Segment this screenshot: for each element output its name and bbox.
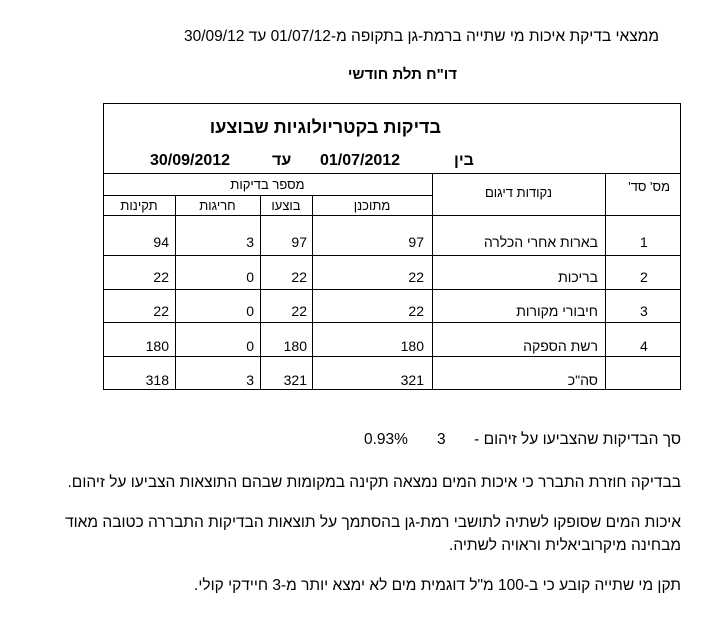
header-deviations: חריגות	[199, 198, 236, 213]
cell-valid: 22	[153, 303, 169, 319]
summary-label: סך הבדיקות שהצביעו על זיהום -	[474, 431, 681, 448]
cell-valid: 180	[145, 338, 169, 354]
cell-deviations: 3	[246, 234, 254, 250]
cell-deviations: 0	[246, 338, 254, 354]
cell-done: 180	[283, 338, 307, 354]
cell-serial: 1	[640, 234, 648, 250]
cell-valid: 22	[153, 269, 169, 285]
header-serial: מס' סד'	[628, 179, 670, 194]
header-planned: מתוכנן	[353, 198, 391, 213]
report-period-line: ממצאי בדיקת איכות מי שתייה ברמת-גן בתקופה מ-01/07/12 עד 30/09/12	[183, 28, 659, 45]
from-date: 01/07/2012	[320, 152, 401, 169]
paragraph-quality-line1: איכות המים שסופקו לשתיה לתושבי רמת-גן בהסתמך על תוצאות הבדיקות התבררה כטובה מאוד	[65, 514, 681, 531]
cell-valid: 94	[153, 234, 169, 250]
header-sampling-points: נקודות דיגום	[484, 185, 553, 200]
cell-total-done: 321	[283, 372, 307, 388]
cell-done: 97	[291, 234, 307, 250]
cell-sampling-point: בריכות	[558, 269, 598, 285]
until-label: עד	[272, 152, 292, 169]
cell-done: 22	[291, 269, 307, 285]
report-type-title: דו"ח תלת חודשי	[347, 66, 457, 83]
header-num-tests: מספר בדיקות	[230, 177, 305, 192]
header-valid: תקינות	[120, 198, 158, 213]
summary-count: 3	[437, 431, 446, 448]
cell-serial: 3	[640, 303, 648, 319]
cell-total-deviations: 3	[246, 372, 254, 388]
paragraph-retest: בבדיקה חוזרת התברר כי איכות המים נמצאה תקינה במקומות שבהם התוצאות הצביעו על זיהום.	[67, 474, 681, 491]
cell-total-label: סה"כ	[567, 372, 598, 388]
cell-planned: 180	[400, 338, 424, 354]
cell-planned: 22	[408, 269, 424, 285]
cell-planned: 22	[408, 303, 424, 319]
between-label: בין	[454, 152, 474, 169]
cell-total-valid: 318	[145, 372, 169, 388]
cell-sampling-point: רשת הספקה	[523, 338, 598, 354]
cell-deviations: 0	[246, 269, 254, 285]
cell-sampling-point: חיבורי מקורות	[516, 303, 598, 319]
cell-sampling-point: בארות אחרי הכלרה	[483, 234, 598, 250]
cell-serial: 2	[640, 269, 648, 285]
cell-planned: 97	[408, 234, 424, 250]
cell-done: 22	[291, 303, 307, 319]
header-done: בוצעו	[271, 198, 301, 213]
cell-deviations: 0	[246, 303, 254, 319]
summary-percent: 0.93%	[364, 431, 408, 448]
cell-serial: 4	[640, 338, 648, 354]
paragraph-quality-line2: מבחינה מיקרוביאלית וראויה לשתיה.	[449, 537, 681, 554]
cell-total-planned: 321	[400, 372, 424, 388]
paragraph-standard: תקן מי שתייה קובע כי ב-100 מ"ל דוגמית מים לא ימצא יותר מ-3 חיידקי קולי.	[194, 577, 681, 594]
table-title: בדיקות בקטריולוגיות שבוצעו	[209, 117, 441, 137]
to-date: 30/09/2012	[150, 152, 231, 169]
